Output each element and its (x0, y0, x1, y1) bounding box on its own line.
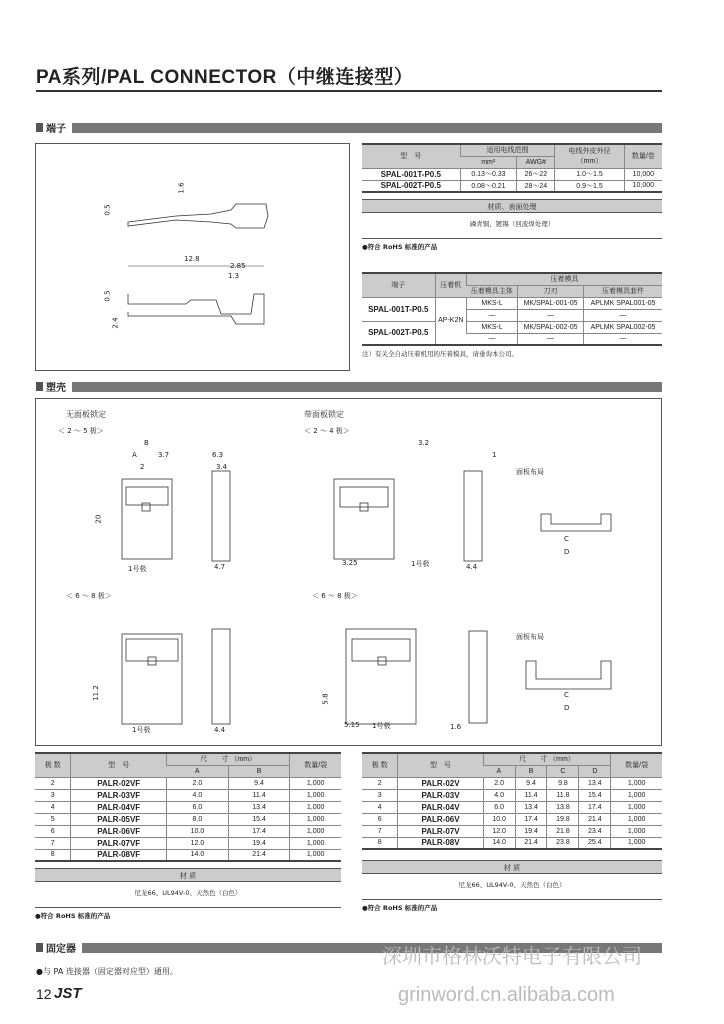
cell-A: 6.0 (483, 801, 515, 813)
section-label: 端子 (46, 120, 66, 135)
watermark-company: 深圳市格林沃特电子有限公司 (382, 946, 642, 968)
rohs-note: ●符合 RoHS 标准的产品 (362, 904, 438, 912)
terminal-table (362, 143, 662, 251)
column-header: D (579, 765, 611, 777)
cell-p: 5 (35, 813, 71, 825)
cell-m: PALR-04VF (71, 801, 167, 813)
section-housing (36, 381, 662, 392)
cell-B: 11.4 (228, 789, 290, 801)
table-cell: SPAL-001T-P0.5 (362, 297, 435, 321)
table-cell: MKS-L (467, 297, 518, 309)
material-text: 尼龙66、UL94V-0、天然色（白色） (362, 874, 662, 900)
cell-q: 1,000 (290, 801, 341, 813)
cell-B: 13.4 (515, 801, 547, 813)
cell-B: 19.4 (228, 837, 290, 849)
cell-q: 1,000 (611, 777, 662, 789)
table-cell: 10,000 (624, 180, 662, 192)
cell-m: PALR-02V (398, 777, 483, 789)
cell-p: 6 (362, 813, 398, 825)
column-header: 型 号 (71, 753, 167, 777)
housing-table-v (362, 752, 662, 912)
cell-p: 7 (35, 837, 71, 849)
cell-q: 1,000 (611, 825, 662, 837)
cell-D: 13.4 (579, 777, 611, 789)
table-cell: 0.13～0.33 (460, 168, 517, 180)
dim-label: 4.4 (466, 563, 478, 571)
dim-label: 4.4 (214, 726, 226, 734)
cell-B: 19.4 (515, 825, 547, 837)
table-row (362, 789, 662, 801)
col-outer-dia: 电线外皮外径 （mm） (555, 144, 624, 168)
column-header: B (228, 765, 290, 777)
label-pin1: 1号极 (128, 565, 147, 573)
col-awg: AWG# (517, 156, 555, 168)
cell-p: 7 (362, 825, 398, 837)
table-row (35, 825, 341, 837)
table-cell: SPAL-002T-P0.5 (362, 180, 460, 192)
dim-label: 0.5 (103, 204, 112, 216)
cell-A: 10.0 (167, 825, 229, 837)
cell-q: 1,000 (611, 837, 662, 849)
dim-label: 1.6 (177, 182, 186, 194)
dim-label: 1 (492, 451, 497, 459)
housing-drawing (35, 398, 662, 746)
col-die-body: 压着模具主体 (467, 285, 518, 297)
cell-B: 21.4 (228, 849, 290, 861)
cell-q: 1,000 (611, 801, 662, 813)
dim-label: 6.3 (212, 451, 224, 459)
table-row (362, 801, 662, 813)
col-blade: 刀刃 (518, 285, 584, 297)
dim-label: D (564, 548, 570, 556)
table-row (35, 849, 341, 861)
table-cell: — (584, 309, 662, 321)
col-die: 压着模具 (467, 273, 662, 285)
title-rule (36, 90, 662, 92)
col-mm2: mm² (460, 156, 517, 168)
column-header: 型 号 (398, 753, 483, 777)
table-cell: — (584, 333, 662, 345)
cell-m: PALR-07VF (71, 837, 167, 849)
cell-D: 17.4 (579, 801, 611, 813)
dim-label: 2.4 (111, 317, 120, 329)
table-cell: MK/SPAL-002-05 (518, 321, 584, 333)
table-row (35, 777, 341, 789)
table-cell: — (467, 333, 518, 345)
table-cell: 1.0～1.5 (555, 168, 624, 180)
cell-q: 1,000 (290, 837, 341, 849)
cell-m: PALR-05VF (71, 813, 167, 825)
dim-label: B (144, 439, 149, 447)
watermark-site: grinword.cn.alibaba.com (398, 984, 615, 1006)
cell-A: 4.0 (483, 789, 515, 801)
cell-m: PALR-02VF (71, 777, 167, 789)
dim-label: 5.15 (344, 721, 360, 729)
cell-D: 21.4 (579, 813, 611, 825)
table-cell: SPAL-002T-P0.5 (362, 321, 435, 345)
label-range: ＜ 6 ～ 8 极＞ (312, 592, 358, 600)
table-row (362, 168, 662, 180)
label-pin1: 1号极 (372, 722, 391, 730)
column-header: 尺 寸 （mm） (167, 753, 290, 765)
material-header: 材质、表面处理 (362, 199, 662, 213)
table-cell: 0.9～1.5 (555, 180, 624, 192)
column-header: 数量/袋 (611, 753, 662, 777)
crimp-note: 注）有关全自动压着机用的压着模具，请垂询本公司。 (362, 350, 518, 358)
cell-A: 12.0 (483, 825, 515, 837)
table-cell: 28～24 (517, 180, 555, 192)
cell-p: 2 (362, 777, 398, 789)
cell-B: 9.4 (515, 777, 547, 789)
table-cell: APLMK SPAL001-05 (584, 297, 662, 309)
cell-m: PALR-08VF (71, 849, 167, 861)
cell-D: 23.4 (579, 825, 611, 837)
cell-D: 25.4 (579, 837, 611, 849)
retainer-text: ●与 PA 连接器（固定器对应型）通用。 (36, 967, 178, 976)
table-row (362, 813, 662, 825)
cell-C: 19.8 (547, 813, 579, 825)
cell-A: 6.0 (167, 801, 229, 813)
cell-A: 10.0 (483, 813, 515, 825)
table-row (35, 813, 341, 825)
cell-C: 23.8 (547, 837, 579, 849)
cell-B: 17.4 (228, 825, 290, 837)
table-cell: MK/SPAL-001-05 (518, 297, 584, 309)
cell-p: 8 (362, 837, 398, 849)
cell-A: 14.0 (167, 849, 229, 861)
table-row (35, 837, 341, 849)
material-header: 材 质 (362, 860, 662, 874)
label-no-lock: 无面板锁定 (66, 410, 106, 419)
material-header: 材 质 (35, 868, 341, 882)
col-die-kit: 压着模具套件 (584, 285, 662, 297)
section-label: 塑壳 (46, 379, 66, 394)
cell-B: 13.4 (228, 801, 290, 813)
label-range: ＜ 2 ～ 5 极＞ (58, 427, 104, 435)
cell-p: 4 (35, 801, 71, 813)
column-header: A (167, 765, 229, 777)
table-cell: SPAL-001T-P0.5 (362, 168, 460, 180)
column-header: 极 数 (35, 753, 71, 777)
cell-p: 3 (35, 789, 71, 801)
dim-label: 11.2 (91, 685, 100, 701)
column-header: 尺 寸 （mm） (483, 753, 611, 765)
label-range: ＜ 2 ～ 4 极＞ (304, 427, 350, 435)
jst-logo: JST (54, 985, 82, 1002)
cell-m: PALR-06VF (71, 825, 167, 837)
table-cell: — (467, 309, 518, 321)
label-panel-layout: 面板布局 (516, 468, 544, 476)
label-panel-layout: 面板布局 (516, 633, 544, 641)
cell-q: 1,000 (290, 825, 341, 837)
column-header: C (547, 765, 579, 777)
cell-m: PALR-04V (398, 801, 483, 813)
table-row (362, 777, 662, 789)
cell-q: 1,000 (290, 777, 341, 789)
section-terminal (36, 122, 662, 133)
table-row (362, 321, 662, 333)
cell-A: 14.0 (483, 837, 515, 849)
table-cell: — (518, 333, 584, 345)
cell-A: 2.0 (483, 777, 515, 789)
cell-m: PALR-03VF (71, 789, 167, 801)
cell-p: 8 (35, 849, 71, 861)
table-row (362, 297, 662, 309)
cell-m: PALR-03V (398, 789, 483, 801)
cell-C: 11.8 (547, 789, 579, 801)
col-model: 型 号 (362, 144, 460, 168)
column-header: A (483, 765, 515, 777)
dim-label: C (564, 535, 569, 543)
cell-C: 13.8 (547, 801, 579, 813)
label-pin1: 1号极 (132, 726, 151, 734)
page-title: PA系列/PAL CONNECTOR（中继连接型） (36, 67, 414, 88)
cell-B: 15.4 (228, 813, 290, 825)
table-cell: MKS-L (467, 321, 518, 333)
cell-m: PALR-06V (398, 813, 483, 825)
dim-label: 2.85 (230, 262, 246, 270)
dim-label: 5.8 (321, 693, 330, 705)
table-row (362, 837, 662, 849)
cell-p: 2 (35, 777, 71, 789)
cell-A: 8.0 (167, 813, 229, 825)
dim-label: 3.25 (342, 559, 358, 567)
rohs-note: ●符合 RoHS 标准的产品 (362, 243, 438, 251)
cell-B: 21.4 (515, 837, 547, 849)
terminal-drawing (35, 143, 350, 371)
cell-B: 9.4 (228, 777, 290, 789)
cell-B: 17.4 (515, 813, 547, 825)
col-machine: 压着机 (435, 273, 467, 297)
housing-table-vf (35, 752, 341, 920)
rohs-note: ●符合 RoHS 标准的产品 (35, 912, 111, 920)
cell-q: 1,000 (611, 813, 662, 825)
cell-q: 1,000 (611, 789, 662, 801)
cell-A: 12.0 (167, 837, 229, 849)
cell-q: 1,000 (290, 849, 341, 861)
dim-label: 3.2 (418, 439, 430, 447)
dim-label: 3.4 (216, 463, 228, 471)
label-range: ＜ 6 ～ 8 极＞ (66, 592, 112, 600)
material-text: 尼龙66、UL94V-0、天然色（白色） (35, 882, 341, 908)
table-row (35, 789, 341, 801)
cell-p: 3 (362, 789, 398, 801)
dim-label: D (564, 704, 570, 712)
cell-A: 2.0 (167, 777, 229, 789)
dim-label: 0.5 (103, 290, 112, 302)
table-row (362, 825, 662, 837)
cell-p: 6 (35, 825, 71, 837)
table-row (362, 180, 662, 192)
table-cell: APLMK SPAL002-05 (584, 321, 662, 333)
cell-p: 4 (362, 801, 398, 813)
col-terminal: 端子 (362, 273, 435, 297)
cell-q: 1,000 (290, 789, 341, 801)
dim-label: 1.6 (450, 723, 462, 731)
dim-label: 3.7 (158, 451, 170, 459)
table-cell: AP-K2N (435, 297, 467, 345)
dim-label: 12.8 (184, 255, 200, 263)
label-with-lock: 带面板锁定 (304, 410, 344, 419)
table-cell: 10,000 (624, 168, 662, 180)
cell-q: 1,000 (290, 813, 341, 825)
label-pin1: 1号极 (411, 560, 430, 568)
cell-m: PALR-07V (398, 825, 483, 837)
dim-label: 4.7 (214, 563, 226, 571)
column-header: B (515, 765, 547, 777)
table-row (35, 801, 341, 813)
col-wire-range: 适用电线范围 (460, 144, 555, 156)
cell-C: 9.8 (547, 777, 579, 789)
table-cell: 0.08～0.21 (460, 180, 517, 192)
page-number: 12 (36, 986, 52, 1002)
dim-label: 20 (94, 514, 103, 524)
cell-D: 15.4 (579, 789, 611, 801)
column-header: 极 数 (362, 753, 398, 777)
column-header: 数量/袋 (290, 753, 341, 777)
cell-C: 21.8 (547, 825, 579, 837)
table-cell: — (518, 309, 584, 321)
col-qty: 数量/卷 (624, 144, 662, 168)
dim-label: 2 (140, 463, 145, 471)
dim-label: A (132, 451, 137, 459)
dim-label: 1.3 (228, 272, 240, 280)
section-label: 固定器 (46, 940, 76, 955)
cell-m: PALR-08V (398, 837, 483, 849)
dim-label: C (564, 691, 569, 699)
cell-B: 11.4 (515, 789, 547, 801)
material-text: 磷青铜、镀锡（回流焊处理） (362, 213, 662, 239)
table-cell: 26～22 (517, 168, 555, 180)
crimp-table (362, 272, 662, 358)
cell-A: 4.0 (167, 789, 229, 801)
